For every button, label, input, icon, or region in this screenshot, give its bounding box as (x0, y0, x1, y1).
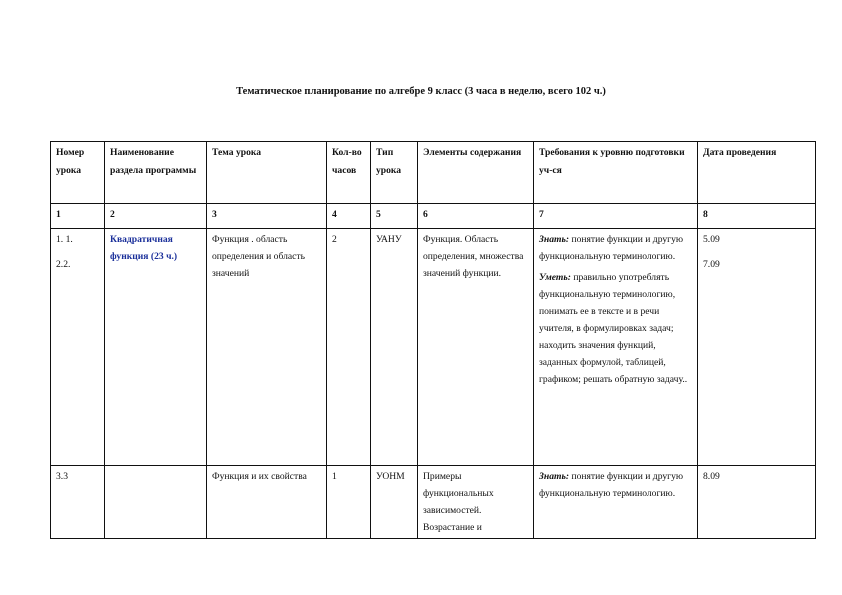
column-number: 4 (327, 204, 371, 229)
know-text: понятие функции и другую функциональную терминологию. (539, 234, 684, 262)
lesson-number: 2.2. (56, 259, 71, 270)
lesson-type: УОНМ (371, 466, 418, 539)
column-number: 7 (534, 204, 698, 229)
lesson-date: 5.09 (703, 234, 720, 245)
header-content-elements: Элементы содержания (418, 142, 534, 204)
header-section: Наименование раздела программы (105, 142, 207, 204)
thematic-plan-table (50, 141, 816, 539)
requirements-cell (534, 229, 698, 466)
header-row (51, 142, 816, 204)
header-requirements: Требования к уровню подготовки уч-ся (534, 142, 698, 204)
lesson-date: 8.09 (698, 466, 816, 539)
date-cell (698, 229, 816, 466)
content-elements: Примеры функциональных зависимостей. Возрастание и (418, 466, 534, 539)
lesson-number: 1. 1. (56, 234, 73, 245)
header-date: Дата проведения (698, 142, 816, 204)
hours-count: 2 (327, 229, 371, 466)
column-number: 3 (207, 204, 327, 229)
table-row (51, 466, 816, 539)
table-row (51, 229, 816, 466)
page-title: Тематическое планирование по алгебре 9 класс (3 часа в неделю, всего 102 ч.) (236, 86, 606, 97)
header-lesson-number: Номер урока (51, 142, 105, 204)
column-number: 1 (51, 204, 105, 229)
able-text: правильно употреблять функциональную терминологию, понимать ее в тексте и в речи учителя, в формулировках задач; находить значения функций, заданных формулой, таблицей, графиком; решать обратную задачу.. (539, 272, 688, 385)
column-number: 8 (698, 204, 816, 229)
header-hours: Кол-во часов (327, 142, 371, 204)
know-text: понятие функции и другую функциональную терминологию. (539, 471, 684, 499)
lesson-number-cell (51, 229, 105, 466)
header-lesson-type: Тип урока (371, 142, 418, 204)
section-name (105, 466, 207, 539)
know-label: Знать: (539, 471, 570, 482)
content-elements: Функция. Область определения, множества значений функции. (418, 229, 534, 466)
column-number: 2 (105, 204, 207, 229)
requirements-cell (534, 466, 698, 539)
hours-count: 1 (327, 466, 371, 539)
lesson-topic: Функция и их свойства (207, 466, 327, 539)
able-label: Уметь: (539, 272, 571, 283)
lesson-type: УАНУ (371, 229, 418, 466)
section-name: Квадратичная функция (23 ч.) (105, 229, 207, 466)
lesson-number: 3.3 (51, 466, 105, 539)
header-topic: Тема урока (207, 142, 327, 204)
column-number: 6 (418, 204, 534, 229)
column-number-row (51, 204, 816, 229)
column-number: 5 (371, 204, 418, 229)
lesson-date: 7.09 (703, 259, 720, 270)
know-label: Знать: (539, 234, 570, 245)
lesson-topic: Функция . область определения и область значений (207, 229, 327, 466)
